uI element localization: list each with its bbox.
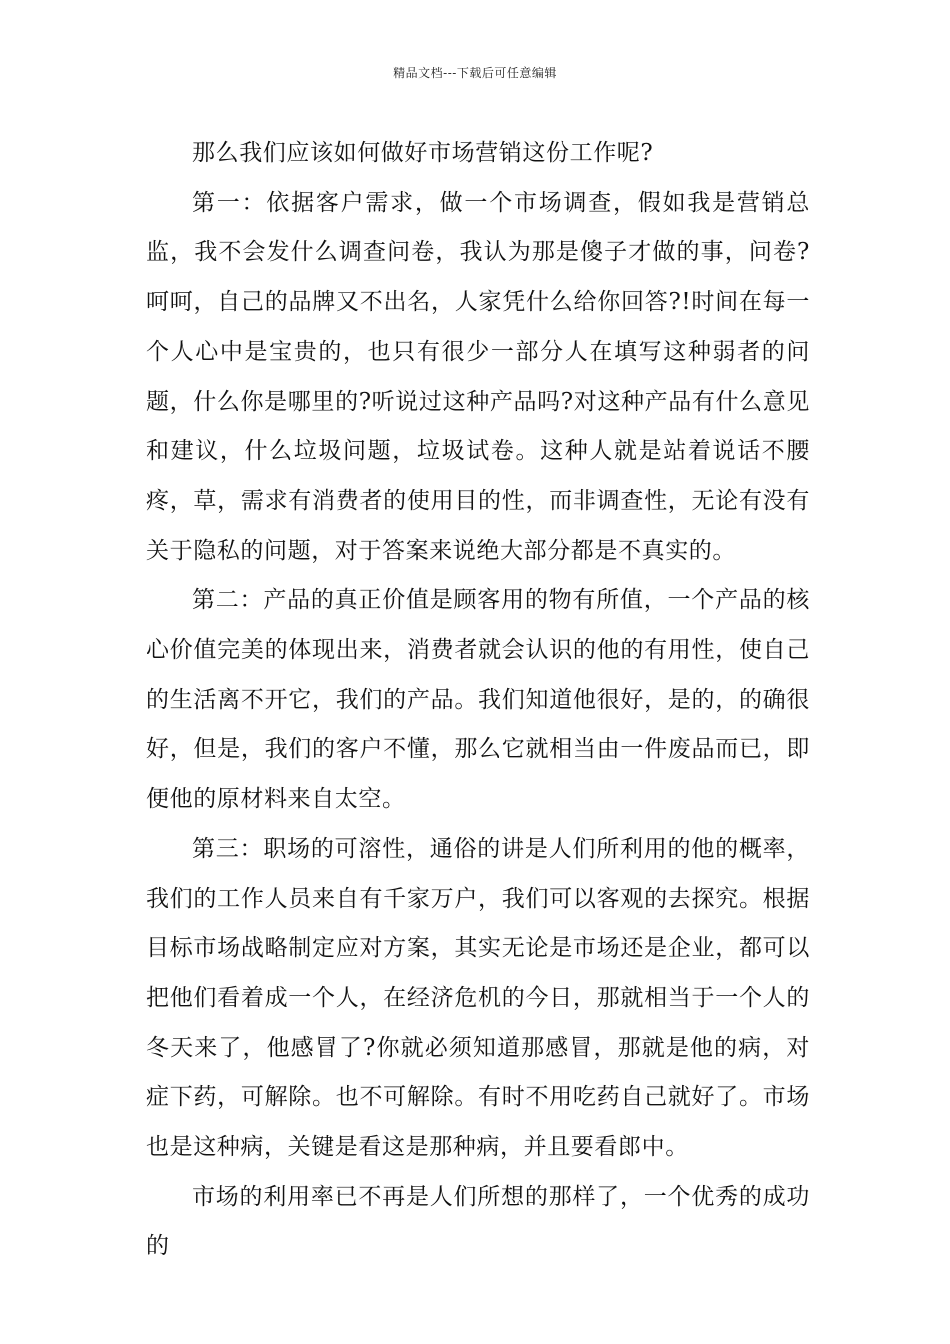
document-body [146,129,810,1272]
paragraph-continuation: 市场的利用率已不再是人们所想的那样了，一个优秀的成功的 [146,1183,810,1260]
paragraph-intro-question: 那么我们应该如何做好市场营销这份工作呢? [192,140,654,166]
paragraph-point-three: 第三：职场的可溶性，通俗的讲是人们所利用的他的概率，我们的工作人员来自有千家万户，我们可以客观的去探究。根据目标市场战略制定应对方案，其实无论是市场还是企业，都可以把他们看着成一个人，在经济危机的今日，那就相当于一个人的冬天来了，他感冒了?你就必须知道那感冒，那就是他的病，对症下药，可解除。也不可解除。有时不用吃药自己就好了。市场也是这种病，关键是看这是那种病，并且要看郎中。 [146,835,810,1161]
page-header: 精品文档---下载后可任意编辑 [393,66,557,80]
paragraph-point-two: 第二：产品的真正价值是顾客用的物有所值，一个产品的核心价值完美的体现出来，消费者就会认识的他的有用性，使自己的生活离不开它，我们的产品。我们知道他很好，是的，的确很好，但是，我们的客户不懂，那么它就相当由一件废品而已，即便他的原材料来自太空。 [146,587,810,813]
paragraph-point-one: 第一：依据客户需求，做一个市场调查，假如我是营销总监，我不会发什么调查问卷，我认为那是傻子才做的事，问卷?呵呵，自己的品牌又不出名，人家凭什么给你回答?!时间在每一个人心中是宝贵的，也只有很少一部分人在填写这种弱者的问题，什么你是哪里的?听说过这种产品吗?对这种产品有什么意见和建议，什么垃圾问题，垃圾试卷。这种人就是站着说话不腰疼，草，需求有消费者的使用目的性，而非调查性，无论有没有关于隐私的问题，对于答案来说绝大部分都是不真实的。 [146,189,810,564]
